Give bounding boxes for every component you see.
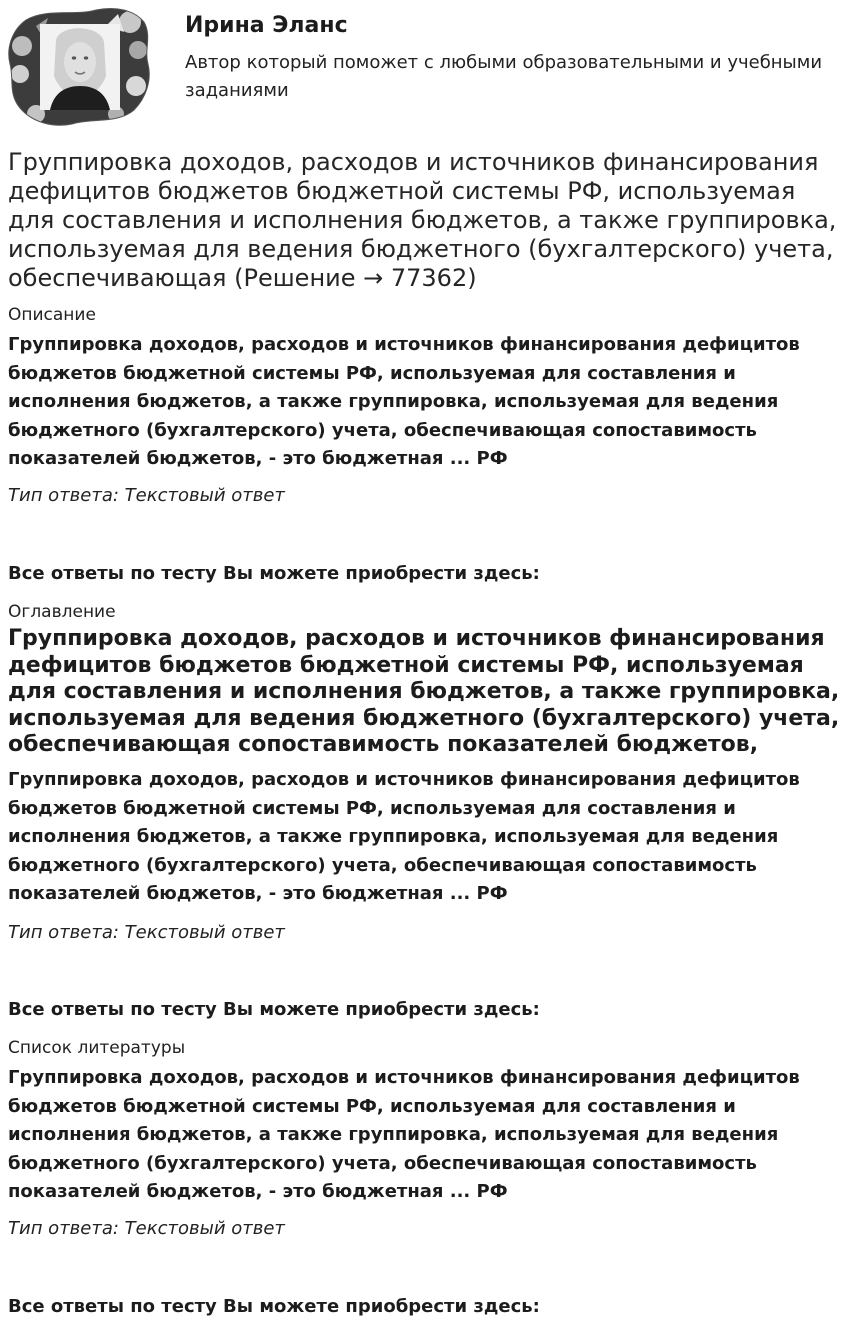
- author-avatar[interactable]: [6, 6, 152, 126]
- question-text: Группировка доходов, расходов и источников финансирования дефицитов бюджетов бюджетной системы РФ, используемая для составления и исполнения бюджетов, а также группировка, используемая для ведения бюджетного (бухгалтерского) учета, обеспечивающая сопоставимость показателей бюджетов, - это бюджетная ... РФ: [8, 334, 800, 469]
- answer-type: Тип ответа: Текстовый ответ: [8, 485, 285, 506]
- buy-answers-text: Все ответы по тесту Вы можете приобрести здесь:: [8, 1296, 540, 1317]
- answer-type: Тип ответа: Текстовый ответ: [8, 1218, 285, 1239]
- section-label-references: Список литературы: [8, 1038, 186, 1058]
- author-header: [0, 0, 847, 130]
- author-name[interactable]: Ирина Эланс: [185, 13, 348, 38]
- author-description: Автор который поможет с любыми образовательными и учебными заданиями: [185, 52, 823, 101]
- avatar-photo-icon: [6, 6, 152, 126]
- question-text: Группировка доходов, расходов и источников финансирования дефицитов бюджетов бюджетной системы РФ, используемая для составления и исполнения бюджетов, а также группировка, используемая для ведения бюджетного (бухгалтерского) учета, обеспечивающая сопоставимость показателей бюджетов, - это бюджетная ... РФ: [8, 769, 800, 904]
- buy-answers-text: Все ответы по тесту Вы можете приобрести здесь:: [8, 999, 540, 1020]
- buy-answers-text: Все ответы по тесту Вы можете приобрести здесь:: [8, 563, 540, 584]
- section-label-contents: Оглавление: [8, 602, 116, 622]
- section-label-description: Описание: [8, 305, 96, 325]
- question-text: Группировка доходов, расходов и источников финансирования дефицитов бюджетов бюджетной системы РФ, используемая для составления и исполнения бюджетов, а также группировка, используемая для ведения бюджетного (бухгалтерского) учета, обеспечивающая сопоставимость показателей бюджетов, - это бюджетная ... РФ: [8, 1067, 800, 1202]
- contents-heading: Группировка доходов, расходов и источников финансирования дефицитов бюджетов бюджетной системы РФ, используемая для составления и исполнения бюджетов, а также группировка, используемая для ведения бюджетного (бухгалтерского) учета, обеспечивающая сопоставимость показателей бюджетов,: [8, 626, 840, 757]
- answer-type: Тип ответа: Текстовый ответ: [8, 922, 285, 943]
- page-title: Группировка доходов, расходов и источников финансирования дефицитов бюджетов бюджетной системы РФ, используемая для составления и исполнения бюджетов, а также группировка, используемая для ведения бюджетного (бухгалтерского) учета, обеспечивающая (Решение → 77362): [8, 148, 837, 292]
